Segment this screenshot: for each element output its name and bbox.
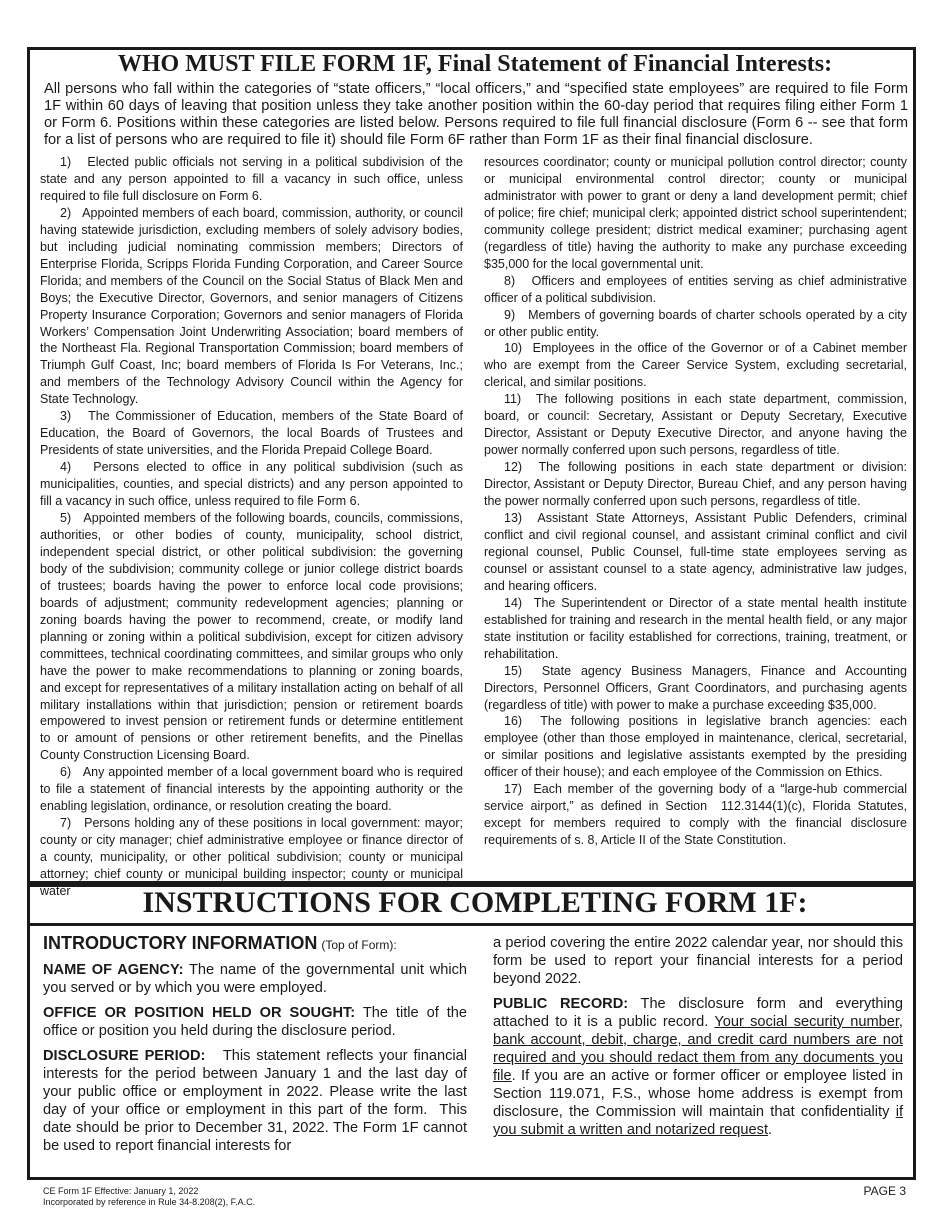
position-item: 5) Appointed members of the following boards, councils, commissions, authorities, or other bodies of county, municipality, school district, independent special district, or other political subdivision: the governing body of the subdivision; community college or junior college district boards of trustees; boards having the power to enforce local code provisions; boards of adjustment; community redevelopment agencies; planning or zoning boards having the power to recommend, create, or modify land planning or zoning within a political subdivision, except for citizen advisory committees, technical coordinating committees, and similar groups who only have the power to make recommendations to planning or zoning boards, and except for representatives of a military installation acting on behalf of all military installations within that jurisdiction; pension or retirement boards empowered to invest pension or retirement funds or determine entitlement to or amount of pensions or other retirement benefits, and the Pinellas County Construction Licensing Board. (40, 511, 463, 763)
form-footer (43, 1186, 255, 1208)
form-effective-date: CE Form 1F Effective: January 1, 2022 (43, 1186, 199, 1196)
position-item: 3) The Commissioner of Education, members of the State Board of Education, the Board of Governors, the local Boards of Trustees and Presidents of state universities, and the Florida Prepaid College Board. (40, 409, 463, 458)
top-of-form-note: (Top of Form): (321, 938, 397, 952)
public-record-label: PUBLIC RECORD: (493, 996, 629, 1012)
office-position-text: The title of the office or position you held during the disclosure period. (43, 1005, 467, 1039)
position-item: 6) Any appointed member of a local government board who is required to file a statement of financial interests by the appointing authority or the enabling legislation, ordinance, or resolution creating the board. (40, 765, 463, 814)
public-record-period: . (768, 1122, 773, 1138)
position-item: 16) The following positions in legislative branch agencies: each employee (other than those employed in maintenance, clerical, secretarial, or similar positions and legislative assistants exempted by the presiding officer of their house); and each employee of the Commission on Ethics. (484, 714, 907, 780)
public-record-text-2: . If you are an active or former officer or employee listed in Section 119.071, F.S., whose home address is exempt from disclosure, the Commission will maintain that confidentiality (493, 1068, 903, 1120)
position-item: 13) Assistant State Attorneys, Assistant Public Defenders, criminal conflict and civil regional counsel, and assistant criminal conflict and civil regional counsel, Public Counsel, full-time state employees serving as counsel or assistant counsel to a state agency, administrative law judges, and hearing officers. (484, 511, 907, 593)
positions-right-column (484, 154, 907, 849)
positions-left-column (40, 154, 463, 900)
who-must-file-title: WHO MUST FILE FORM 1F, Final Statement of Financial Interests: (117, 51, 833, 77)
position-item: 15) State agency Business Managers, Finance and Accounting Directors, Personnel Officers, Grant Coordinators, and purchasing agents (regardless of title) with power to make a purchase exceeding $35,000. (484, 663, 907, 712)
disclosure-period-text: This statement reflects your financial interests for the period between January 1 and the last day of your public office or employment in 2022. Please write the last day of your office or employment in this part of the form. This date should be prior to December 31, 2022. The Form 1F cannot be used to report financial interests for (43, 1048, 468, 1154)
position-item-continued: resources coordinator; county or municipal pollution control director; county or municipal environmental control director; county or municipal administrator with power to grant or deny a land development permit; chief of police; fire chief; municipal clerk; appointed district school superintendent; community college president; district medical examiner; purchasing agent (regardless of title) having the authority to make any purchase exceeding $35,000 for the local governmental unit. (484, 155, 907, 271)
name-of-agency-text: The name of the governmental unit which you served or by which you were employed. (43, 962, 467, 996)
position-item: 7) Persons holding any of these positions in local government: mayor; county or city manager; chief administrative employee or finance director of a county, municipality, or other political subdivision; county or municipal attorney; chief county or municipal building inspector; county or municipal water (40, 816, 463, 898)
disclosure-period-label: DISCLOSURE PERIOD: (43, 1048, 206, 1064)
name-of-agency-instruction (43, 961, 467, 997)
instructions-right-column (493, 934, 903, 1146)
public-record-text: The disclosure form and everything attached to it is a public record. (493, 996, 903, 1030)
position-item: 1) Elected public officials not serving in a political subdivision of the state and any person appointed to fill a vacancy in such office, unless required to file full disclosure on Form 6. (40, 155, 463, 203)
instructions-title: INSTRUCTIONS FOR COMPLETING FORM 1F: (142, 886, 808, 919)
page-number: PAGE 3 (863, 1184, 906, 1198)
disclosure-period-continued: a period covering the entire 2022 calendar year, nor should this form be used to report your financial interests for a period beyond 2022. (493, 935, 903, 987)
intro-paragraph: All persons who fall within the categories of “state officers,” “local officers,” and “specified state employees” are required to file Form 1F within 60 days of leaving that position unless they take another position within the 60-day period that requires filing either Form 1 or Form 6. Positions within these categories are listed below. Persons required to file full financial disclosure (Form 6 -- see that form for a list of persons who are required to file it) should file Form 6F rather than Form 1F as their final financial disclosure. (44, 81, 908, 148)
position-item: 14) The Superintendent or Director of a state mental health institute established for training and research in the mental health field, or any major state institution or facility established for corrections, training, treatment, or rehabilitation. (484, 595, 907, 661)
office-position-label: OFFICE OR POSITION HELD OR SOUGHT: (43, 1005, 356, 1021)
notarized-request-notice: if you submit a written and notarized request (493, 1104, 903, 1138)
position-item: 10) Employees in the office of the Governor or of a Cabinet member who are exempt from the Career Service System, excluding secretarial, clerical, and similar positions. (484, 341, 907, 390)
rule-reference: Incorporated by reference in Rule 34-8.208(2), F.A.C. (43, 1197, 256, 1207)
position-item: 9) Members of governing boards of charter schools operated by a city or other public entity. (484, 307, 907, 339)
position-item: 2) Appointed members of each board, commission, authority, or council having statewide jurisdiction, excluding members of solely advisory bodies, but including judicial nominating commission members; Directors of Enterprise Florida, Scripps Florida Funding Corporation, and Career Source Florida; and members of the Council on the Social Status of Black Men and Boys; the Executive Director, Governors, and senior managers of Citizens Property Insurance Corporation; Governors and senior managers of Florida Workers’ Compensation Joint Underwriting Association; board members of the Northeast Fla. Regional Transportation Commission; board members of Triumph Gulf Coast, Inc; board members of Florida Is For Veterans, Inc.; and members of the Technology Advisory Council within the Agency for State Technology. (40, 205, 463, 407)
position-item: 4) Persons elected to office in any political subdivision (such as municipalities, counties, and special districts) and any person appointed to fill a vacancy in such office, unless required to file Form 6. (40, 460, 463, 509)
redact-numbers-notice: Your social security number, bank account, debit, charge, and credit card numbers are not required and you should redact them from any documents you file (493, 1014, 903, 1084)
office-position-instruction (43, 1004, 467, 1040)
public-record-instruction (493, 995, 903, 1139)
introductory-information-label: INTRODUCTORY INFORMATION (43, 933, 318, 953)
name-of-agency-label: NAME OF AGENCY: (43, 962, 184, 978)
position-item: 17) Each member of the governing body of a “large-hub commercial service airport,” as defined in Section 112.3144(1)(c), Florida Statutes, except for members required to comply with the financial disclosure requirements of s. 8, Article II of the State Constitution. (484, 782, 907, 848)
position-item: 11) The following positions in each state department, commission, board, or council: Secretary, Assistant or Deputy Secretary, Executive Director, Assistant or Deputy Executive Director, and anyone having the power normally conferred upon such persons, regardless of title. (484, 392, 907, 458)
introductory-information-heading (43, 934, 467, 954)
position-item: 12) The following positions in each state department or division: Director, Assistant or Deputy Director, Bureau Chief, and any person having the power normally conferred upon such persons, regardless of title. (484, 460, 907, 509)
disclosure-period-instruction (43, 1047, 467, 1155)
position-item: 8) Officers and employees of entities serving as chief administrative officer of a political subdivision. (484, 273, 907, 305)
instructions-left-column (43, 934, 467, 1162)
